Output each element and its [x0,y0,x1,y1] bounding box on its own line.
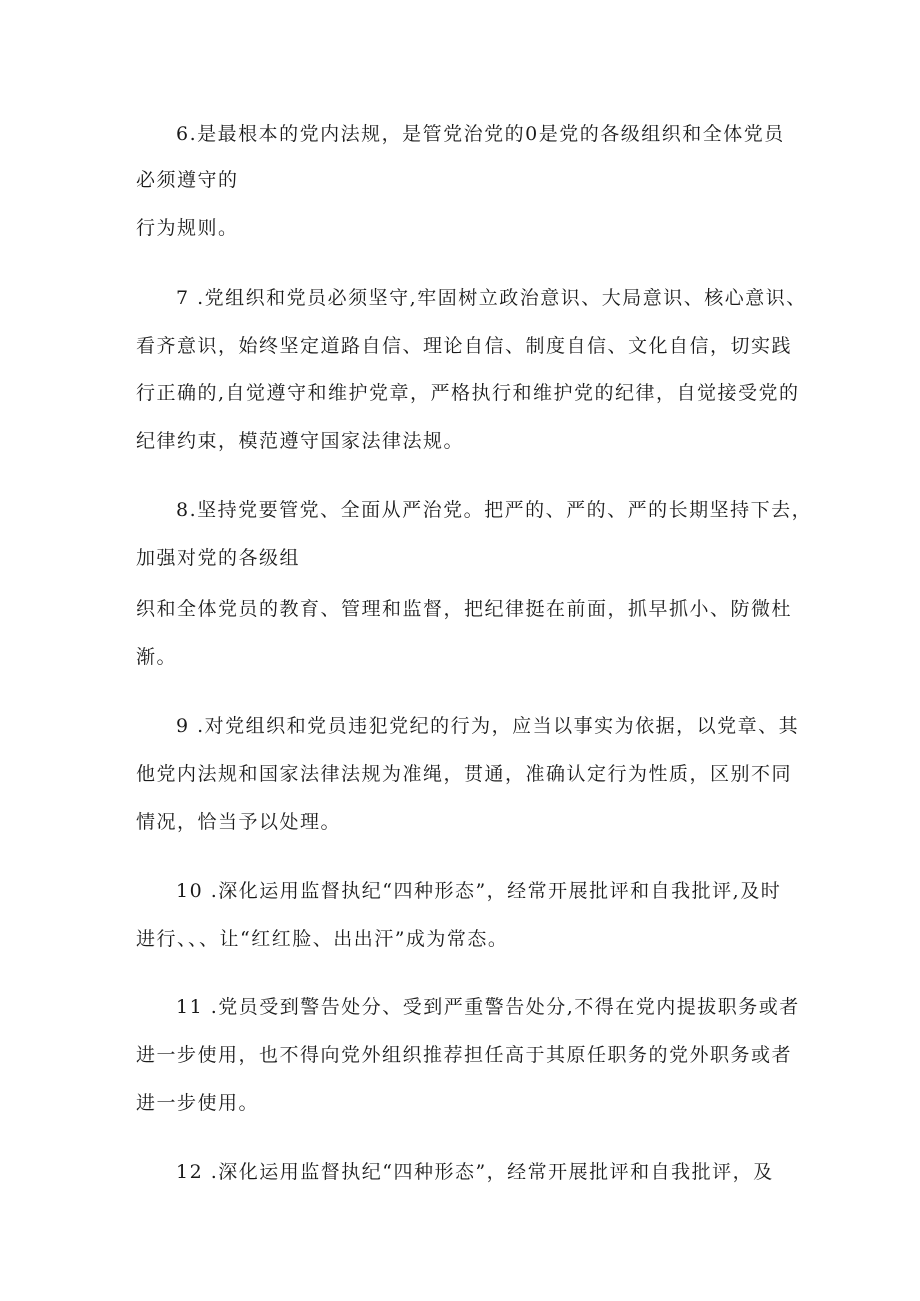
item-11-line-1: 11 .党员受到警告处分、受到严重警告处分,不得在党内提拔职务或者 [176,996,800,1018]
item-7-line-1: 7 .党组织和党员必须坚守,牢固树立政治意识、大局意识、核心意识、 [176,287,807,309]
item-10-line-2: 进行、、、让“红红脸、出出汗”成为常态。 [136,928,509,950]
item-7-line-4: 纪律约束，模范遵守国家法律法规。 [136,430,465,452]
item-12-line-1: 12 .深化运用监督执纪“四种形态”，经常开展批评和自我批评，及 [176,1161,774,1183]
item-10-line-1: 10 .深化运用监督执纪“四种形态”，经常开展批评和自我批评,及时 [176,880,782,902]
item-6-line-3: 行为规则。 [136,217,239,239]
item-7-line-3: 行正确的,自觉遵守和维护党章，严格执行和维护党的纪律，自觉接受党的 [136,382,800,404]
item-9-line-2: 他党内法规和国家法律法规为准绳，贯通，准确认定行为性质，区别不同 [136,763,793,785]
item-8-line-1: 8.坚持党要管党、全面从严治党。把严的、严的、严的长期坚持下去， [176,499,813,521]
item-11-line-3: 进一步使用。 [136,1092,260,1114]
item-7-line-2: 看齐意识，始终坚定道路自信、理论自信、制度自信、文化自信，切实践 [136,335,793,357]
item-8-line-3: 织和全体党员的教育、管理和监督，把纪律挺在前面，抓早抓小、防微杜 [136,598,793,620]
item-6-line-2: 必须遵守的 [136,169,239,191]
item-11-line-2: 进一步使用，也不得向党外组织推荐担任高于其原任职务的党外职务或者 [136,1044,793,1066]
item-9-line-3: 情况，恰当予以处理。 [136,811,342,833]
item-8-line-4: 渐。 [136,646,178,668]
item-8-line-2: 加强对党的各级组 [136,547,301,569]
item-6-line-1: 6.是最根本的党内法规，是管党治党的0是党的各级组织和全体党员 [176,123,785,145]
item-9-line-1: 9 .对党组织和党员违犯党纪的行为，应当以事实为依据，以党章、其 [176,715,800,737]
